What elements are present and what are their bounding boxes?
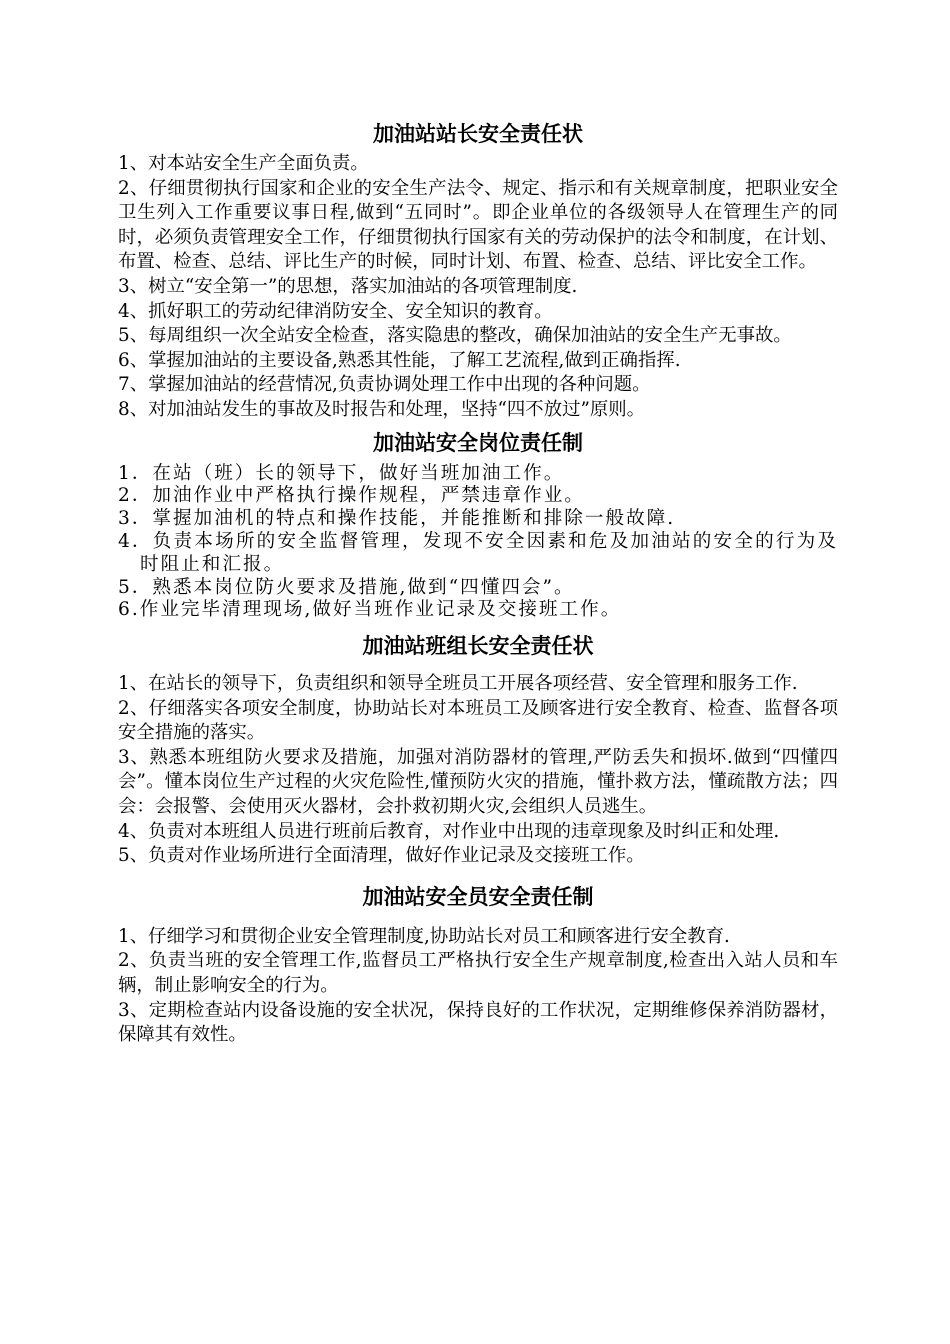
list-item: 2、仔细落实各项安全制度，协助站长对本班员工及顾客进行安全教育、检查、监督各项安全措施的落实。 [118, 697, 838, 744]
section-title: 加油站站长安全责任状 [373, 121, 583, 146]
section-safety-officer [118, 881, 838, 1048]
list-item: 2、负责当班的安全管理工作,监督员工严格执行安全生产规章制度,检查出入站人员和车辆，制止影响安全的行为。 [118, 950, 838, 997]
list-item: 5．熟悉本岗位防火要求及措施,做到“四懂四会”。 [118, 576, 575, 598]
document-page [118, 118, 838, 1048]
section-title: 加油站安全岗位责任制 [373, 429, 583, 455]
list-item: 1、仔细学习和贯彻企业安全管理制度,协助站长对员工和顾客进行安全教育. [118, 925, 730, 947]
section-station-manager [118, 118, 838, 423]
section-title: 加油站班组长安全责任状 [362, 633, 594, 659]
list-item: 6、掌握加油站的主要设备,熟悉其性能，了解工艺流程,做到正确指挥. [118, 349, 681, 371]
list-item: 4．负责本场所的安全监督管理，发现不安全因素和危及加油站的安全的行为及时阻止和汇报。 [118, 530, 838, 575]
list-item: 4、抓好职工的劳动纪律消防安全、安全知识的教育。 [118, 300, 553, 322]
list-item: 3、熟悉本班组防火要求及措施，加强对消防器材的管理,严防丢失和损坏.做到“四懂四会”。懂本岗位生产过程的火灾危险性,懂预防火灾的措施，懂扑救方法，懂疏散方法；四会：会报警、会使用灭火器材，会扑救初期火灾,会组织人员逃生。 [118, 746, 838, 818]
section-post-responsibility [118, 427, 838, 623]
list-item: 1、对本站安全生产全面负责。 [118, 153, 369, 174]
list-item: 3．掌握加油机的特点和操作技能，并能推断和排除一般故障. [118, 508, 676, 530]
list-item: 4、负责对本班组人员进行班前后教育，对作业中出现的违章现象及时纠正和处理. [118, 820, 780, 842]
list-item: 2．加油作业中严格执行操作规程，严禁违章作业。 [118, 485, 585, 507]
list-item: 3、树立“安全第一”的思想，落实加油站的各项管理制度. [118, 275, 578, 297]
list-item: 3、定期检查站内设备设施的安全状况，保持良好的工作状况，定期维修保养消防器材，保障其有效性。 [118, 999, 838, 1046]
section-title: 加油站安全员安全责任制 [362, 883, 594, 909]
section-team-leader [118, 630, 838, 869]
list-item: 5、负责对作业场所进行全面清理，做好作业记录及交接班工作。 [118, 845, 645, 867]
list-item: 1、在站长的领导下，负责组织和领导全班员工开展各项经营、安全管理和服务工作. [118, 673, 798, 695]
list-item: 2、仔细贯彻执行国家和企业的安全生产法令、规定、指示和有关规章制度，把职业安全卫生列入工作重要议事日程,做到“五同时”。即企业单位的各级领导人在管理生产的同时，必须负责管理安全工作，仔细贯彻执行国家有关的劳动保护的法令和制度，在计划、布置、检查、总结、评比生产的时候，同时计划、布置、检查、总结、评比安全工作。 [118, 177, 838, 273]
list-item: 6.作业完毕清理现场,做好当班作业记录及交接班工作。 [118, 599, 622, 621]
list-item: 7、掌握加油站的经营情况,负责协调处理工作中出现的各种问题。 [118, 374, 651, 396]
list-item: 8、对加油站发生的事故及时报告和处理，坚持“四不放过”原则。 [118, 398, 646, 420]
list-item: 5、每周组织一次全站安全检查，落实隐患的整改，确保加油站的安全生产无事故。 [118, 325, 792, 347]
list-item: 1．在站（班）长的领导下，做好当班加油工作。 [118, 462, 565, 484]
